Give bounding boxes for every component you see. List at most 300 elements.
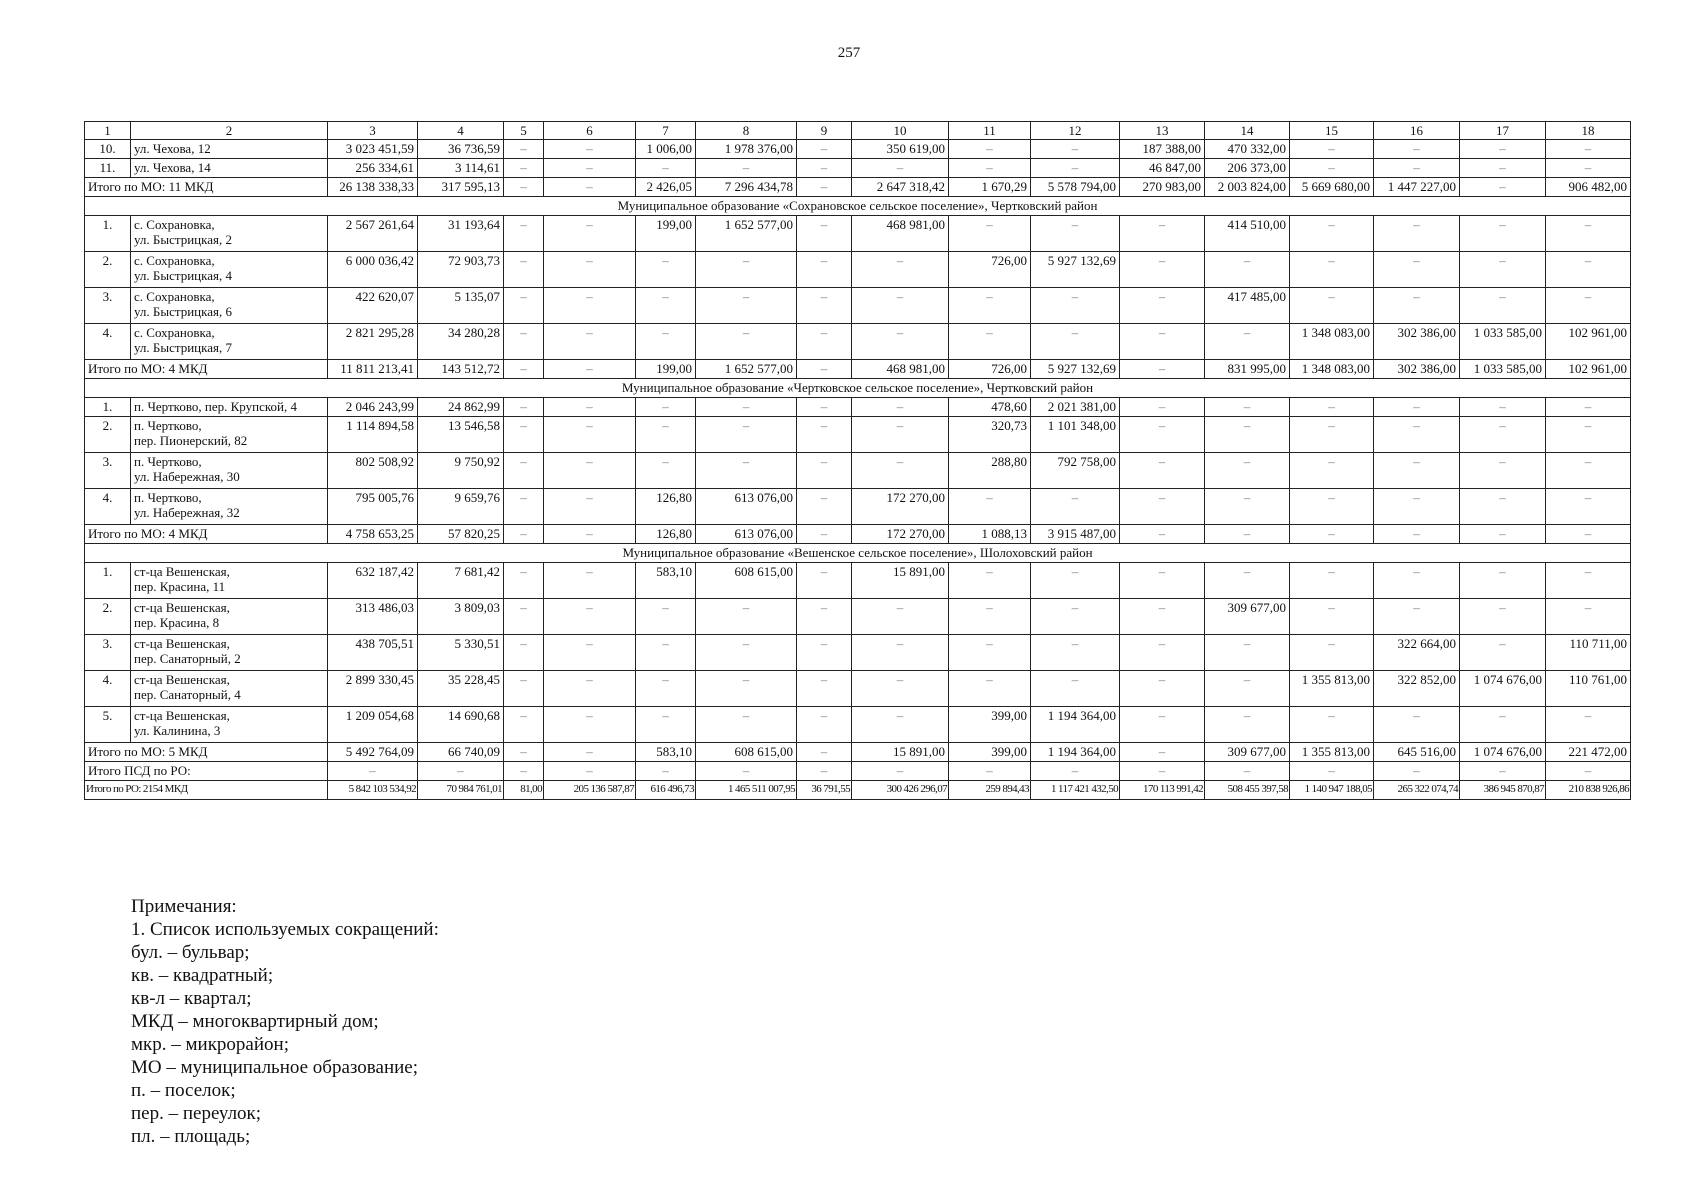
column-number-cell: 10: [852, 122, 949, 140]
value-cell: –: [504, 417, 544, 453]
value-cell: –: [1031, 216, 1120, 252]
value-cell: –: [504, 360, 544, 379]
value-cell: –: [636, 453, 696, 489]
value-cell: 417 485,00: [1205, 288, 1290, 324]
address-line: ул. Быстрицкая, 6: [134, 304, 233, 319]
value-cell: –: [1374, 453, 1460, 489]
value-cell: –: [1290, 489, 1374, 525]
value-cell: 7 681,42: [418, 563, 504, 599]
value-cell: –: [544, 489, 636, 525]
address-cell: [131, 216, 328, 252]
value-cell: 1 194 364,00: [1031, 707, 1120, 743]
value-cell: –: [544, 762, 636, 781]
value-cell: 1 348 083,00: [1290, 360, 1374, 379]
value-cell: 322 852,00: [1374, 671, 1460, 707]
row-number: 5.: [85, 707, 131, 743]
value-cell: –: [949, 159, 1031, 178]
section-header-row: [85, 197, 1631, 216]
value-cell: –: [852, 417, 949, 453]
address-line: ул. Калинина, 3: [134, 723, 221, 738]
value-cell: –: [797, 398, 852, 417]
value-cell: 2 003 824,00: [1205, 178, 1290, 197]
value-cell: 802 508,92: [328, 453, 418, 489]
value-cell: 613 076,00: [696, 525, 797, 544]
value-cell: 5 927 132,69: [1031, 360, 1120, 379]
value-cell: 792 758,00: [1031, 453, 1120, 489]
value-cell: –: [1546, 417, 1631, 453]
value-cell: –: [797, 360, 852, 379]
value-cell: 5 492 764,09: [328, 743, 418, 762]
value-cell: 1 114 894,58: [328, 417, 418, 453]
value-cell: –: [544, 324, 636, 360]
value-cell: –: [797, 324, 852, 360]
value-cell: 46 847,00: [1120, 159, 1205, 178]
total-label: Итого по МО: 4 МКД: [85, 360, 328, 379]
value-cell: –: [1546, 252, 1631, 288]
column-number-cell: 3: [328, 122, 418, 140]
value-cell: 1 465 511 007,95: [696, 781, 797, 800]
value-cell: –: [1031, 599, 1120, 635]
value-cell: –: [696, 762, 797, 781]
address-cell: [131, 489, 328, 525]
value-cell: –: [1546, 762, 1631, 781]
value-cell: 470 332,00: [1205, 140, 1290, 159]
value-cell: –: [504, 324, 544, 360]
section-title: Муниципальное образование «Чертковское сельское поселение», Чертковский район: [85, 379, 1631, 398]
value-cell: –: [949, 671, 1031, 707]
address-cell: [131, 453, 328, 489]
address-line: ул. Быстрицкая, 2: [134, 232, 233, 247]
value-cell: 221 472,00: [1546, 743, 1631, 762]
value-cell: –: [949, 563, 1031, 599]
value-cell: –: [544, 671, 636, 707]
value-cell: 256 334,61: [328, 159, 418, 178]
value-cell: –: [504, 140, 544, 159]
value-cell: –: [797, 671, 852, 707]
value-cell: –: [1546, 489, 1631, 525]
address-line: с. Сохрановка,: [134, 325, 215, 340]
table-body: [85, 122, 1631, 800]
value-cell: –: [504, 599, 544, 635]
value-cell: –: [504, 671, 544, 707]
value-cell: –: [636, 159, 696, 178]
value-cell: –: [1290, 216, 1374, 252]
value-cell: –: [544, 453, 636, 489]
value-cell: 36 736,59: [418, 140, 504, 159]
notes: [131, 895, 439, 1148]
abbreviation-item: пер. – переулок;: [131, 1103, 262, 1124]
address-line: с. Сохрановка,: [134, 289, 215, 304]
value-cell: –: [696, 671, 797, 707]
value-cell: –: [1290, 707, 1374, 743]
value-cell: –: [1120, 216, 1205, 252]
total-row: [85, 525, 1631, 544]
value-cell: –: [1205, 635, 1290, 671]
value-cell: 1 101 348,00: [1031, 417, 1120, 453]
value-cell: 508 455 397,58: [1205, 781, 1290, 800]
value-cell: –: [1120, 563, 1205, 599]
value-cell: 3 809,03: [418, 599, 504, 635]
value-cell: –: [797, 178, 852, 197]
value-cell: –: [852, 288, 949, 324]
value-cell: 5 135,07: [418, 288, 504, 324]
address-line: ул. Быстрицкая, 4: [134, 268, 233, 283]
table-row: [85, 324, 1631, 360]
value-cell: –: [1290, 563, 1374, 599]
abbreviation-item: МО – муниципальное образование;: [131, 1057, 419, 1078]
value-cell: –: [1031, 671, 1120, 707]
value-cell: –: [1120, 635, 1205, 671]
total-label: Итого по МО: 11 МКД: [85, 178, 328, 197]
address-cell: [131, 140, 328, 159]
value-cell: –: [544, 140, 636, 159]
value-cell: –: [504, 398, 544, 417]
value-cell: –: [544, 288, 636, 324]
value-cell: –: [1460, 159, 1546, 178]
value-cell: 265 322 074,74: [1374, 781, 1460, 800]
total-label: Итого по МО: 5 МКД: [85, 743, 328, 762]
value-cell: –: [852, 398, 949, 417]
value-cell: –: [1205, 671, 1290, 707]
value-cell: 172 270,00: [852, 489, 949, 525]
value-cell: 31 193,64: [418, 216, 504, 252]
value-cell: 143 512,72: [418, 360, 504, 379]
row-number: 4.: [85, 671, 131, 707]
value-cell: –: [636, 671, 696, 707]
value-cell: –: [1120, 743, 1205, 762]
value-cell: 9 750,92: [418, 453, 504, 489]
value-cell: 322 664,00: [1374, 635, 1460, 671]
value-cell: 24 862,99: [418, 398, 504, 417]
value-cell: 613 076,00: [696, 489, 797, 525]
row-number: 4.: [85, 324, 131, 360]
value-cell: 468 981,00: [852, 360, 949, 379]
value-cell: –: [1290, 398, 1374, 417]
section-title: Муниципальное образование «Вешенское сельское поселение», Шолоховский район: [85, 544, 1631, 563]
value-cell: –: [797, 762, 852, 781]
value-cell: 288,80: [949, 453, 1031, 489]
value-cell: 11 811 213,41: [328, 360, 418, 379]
table-row: [85, 453, 1631, 489]
value-cell: 3 114,61: [418, 159, 504, 178]
value-cell: –: [636, 417, 696, 453]
value-cell: –: [797, 563, 852, 599]
value-cell: –: [544, 563, 636, 599]
address-line: ст-ца Вешенская,: [134, 600, 230, 615]
value-cell: –: [1546, 707, 1631, 743]
value-cell: –: [797, 288, 852, 324]
value-cell: –: [1120, 525, 1205, 544]
row-number: 2.: [85, 417, 131, 453]
value-cell: 1 088,13: [949, 525, 1031, 544]
value-cell: –: [797, 252, 852, 288]
value-cell: –: [696, 252, 797, 288]
address-line: пер. Пионерский, 82: [134, 433, 248, 448]
table-row: [85, 563, 1631, 599]
value-cell: 309 677,00: [1205, 743, 1290, 762]
address-cell: [131, 398, 328, 417]
value-cell: –: [1460, 563, 1546, 599]
value-cell: 1 033 585,00: [1460, 324, 1546, 360]
value-cell: –: [1205, 398, 1290, 417]
value-cell: –: [1374, 288, 1460, 324]
notes-title: Примечания:: [131, 896, 237, 917]
value-cell: –: [797, 216, 852, 252]
value-cell: –: [544, 216, 636, 252]
value-cell: 2 821 295,28: [328, 324, 418, 360]
value-cell: –: [949, 324, 1031, 360]
value-cell: –: [1205, 324, 1290, 360]
value-cell: 438 705,51: [328, 635, 418, 671]
value-cell: –: [1031, 489, 1120, 525]
value-cell: 320,73: [949, 417, 1031, 453]
value-cell: –: [696, 398, 797, 417]
value-cell: –: [949, 216, 1031, 252]
value-cell: –: [1120, 599, 1205, 635]
value-cell: 1 355 813,00: [1290, 743, 1374, 762]
value-cell: 1 074 676,00: [1460, 743, 1546, 762]
value-cell: 1 355 813,00: [1290, 671, 1374, 707]
value-cell: 616 496,73: [636, 781, 696, 800]
row-number: 3.: [85, 288, 131, 324]
value-cell: –: [1290, 525, 1374, 544]
value-cell: 831 995,00: [1205, 360, 1290, 379]
value-cell: 1 074 676,00: [1460, 671, 1546, 707]
abbreviation-item: кв-л – квартал;: [131, 988, 252, 1009]
value-cell: –: [852, 707, 949, 743]
value-cell: 34 280,28: [418, 324, 504, 360]
address-cell: [131, 252, 328, 288]
value-cell: –: [696, 599, 797, 635]
value-cell: –: [1460, 288, 1546, 324]
value-cell: –: [696, 453, 797, 489]
value-cell: –: [544, 743, 636, 762]
value-cell: 81,00: [504, 781, 544, 800]
address-cell: [131, 671, 328, 707]
section-header-row: [85, 544, 1631, 563]
value-cell: –: [1374, 563, 1460, 599]
value-cell: –: [1205, 707, 1290, 743]
table-row: [85, 140, 1631, 159]
table-row: [85, 671, 1631, 707]
address-line: пер. Красина, 8: [134, 615, 220, 630]
address-cell: [131, 599, 328, 635]
value-cell: 126,80: [636, 489, 696, 525]
address-cell: [131, 324, 328, 360]
value-cell: –: [1031, 635, 1120, 671]
value-cell: 399,00: [949, 707, 1031, 743]
value-cell: 302 386,00: [1374, 324, 1460, 360]
value-cell: –: [1290, 599, 1374, 635]
value-cell: –: [949, 288, 1031, 324]
value-cell: –: [949, 140, 1031, 159]
value-cell: –: [1120, 762, 1205, 781]
address-line: п. Чертково, пер. Крупской, 4: [134, 399, 297, 414]
value-cell: –: [636, 707, 696, 743]
address-cell: [131, 288, 328, 324]
value-cell: 583,10: [636, 563, 696, 599]
address-line: п. Чертково,: [134, 490, 202, 505]
value-cell: 468 981,00: [852, 216, 949, 252]
value-cell: –: [1374, 216, 1460, 252]
value-cell: –: [1546, 288, 1631, 324]
table-row: [85, 288, 1631, 324]
value-cell: –: [1546, 216, 1631, 252]
column-number-cell: 15: [1290, 122, 1374, 140]
value-cell: –: [1546, 453, 1631, 489]
table-row: [85, 635, 1631, 671]
address-line: п. Чертково,: [134, 418, 202, 433]
value-cell: –: [544, 398, 636, 417]
value-cell: –: [1120, 453, 1205, 489]
abbreviations-list: [131, 941, 439, 1148]
address-cell: [131, 707, 328, 743]
table-row: [85, 707, 1631, 743]
value-cell: –: [949, 489, 1031, 525]
value-cell: –: [544, 599, 636, 635]
value-cell: –: [1460, 140, 1546, 159]
value-cell: 608 615,00: [696, 563, 797, 599]
value-cell: –: [1460, 216, 1546, 252]
address-cell: [131, 563, 328, 599]
table-row: [85, 489, 1631, 525]
value-cell: –: [636, 398, 696, 417]
value-cell: –: [696, 159, 797, 178]
value-cell: 1 117 421 432,50: [1031, 781, 1120, 800]
value-cell: –: [1120, 671, 1205, 707]
table-row: [85, 159, 1631, 178]
value-cell: 414 510,00: [1205, 216, 1290, 252]
value-cell: 1 348 083,00: [1290, 324, 1374, 360]
value-cell: –: [1374, 417, 1460, 453]
abbreviation-item: бул. – бульвар;: [131, 942, 250, 963]
value-cell: –: [797, 489, 852, 525]
value-cell: –: [797, 707, 852, 743]
value-cell: 350 619,00: [852, 140, 949, 159]
value-cell: 1 194 364,00: [1031, 743, 1120, 762]
value-cell: –: [852, 453, 949, 489]
value-cell: –: [852, 599, 949, 635]
row-number: 2.: [85, 599, 131, 635]
value-cell: –: [1205, 489, 1290, 525]
row-number: 11.: [85, 159, 131, 178]
value-cell: 72 903,73: [418, 252, 504, 288]
value-cell: –: [1120, 489, 1205, 525]
address-line: пер. Санаторный, 2: [134, 651, 241, 666]
value-cell: –: [636, 599, 696, 635]
value-cell: –: [696, 707, 797, 743]
value-cell: 102 961,00: [1546, 360, 1631, 379]
column-number-cell: 13: [1120, 122, 1205, 140]
table-row: [85, 417, 1631, 453]
value-cell: –: [1120, 324, 1205, 360]
value-cell: –: [1120, 707, 1205, 743]
value-cell: 645 516,00: [1374, 743, 1460, 762]
value-cell: 110 761,00: [1546, 671, 1631, 707]
address-line: п. Чертково,: [134, 454, 202, 469]
value-cell: 1 209 054,68: [328, 707, 418, 743]
value-cell: 199,00: [636, 216, 696, 252]
value-cell: –: [1120, 398, 1205, 417]
column-number-cell: 12: [1031, 122, 1120, 140]
value-cell: –: [544, 525, 636, 544]
abbreviation-item: п. – поселок;: [131, 1080, 236, 1101]
value-cell: 187 388,00: [1120, 140, 1205, 159]
value-cell: 1 033 585,00: [1460, 360, 1546, 379]
address-line: с. Сохрановка,: [134, 253, 215, 268]
value-cell: –: [1290, 140, 1374, 159]
value-cell: 1 652 577,00: [696, 360, 797, 379]
total-row: [85, 178, 1631, 197]
row-number: 3.: [85, 453, 131, 489]
value-cell: 66 740,09: [418, 743, 504, 762]
value-cell: –: [696, 324, 797, 360]
value-cell: 26 138 338,33: [328, 178, 418, 197]
address-line: пер. Красина, 11: [134, 579, 226, 594]
value-cell: 110 711,00: [1546, 635, 1631, 671]
value-cell: –: [1120, 288, 1205, 324]
value-cell: –: [1546, 159, 1631, 178]
value-cell: 126,80: [636, 525, 696, 544]
column-number-cell: 8: [696, 122, 797, 140]
capital-repair-table: [84, 121, 1631, 800]
column-number-cell: 7: [636, 122, 696, 140]
value-cell: –: [636, 762, 696, 781]
value-cell: 726,00: [949, 252, 1031, 288]
value-cell: 1 006,00: [636, 140, 696, 159]
value-cell: –: [328, 762, 418, 781]
row-number: 1.: [85, 216, 131, 252]
value-cell: 399,00: [949, 743, 1031, 762]
value-cell: –: [636, 324, 696, 360]
column-number-cell: 5: [504, 122, 544, 140]
value-cell: –: [504, 743, 544, 762]
value-cell: 608 615,00: [696, 743, 797, 762]
value-cell: –: [1374, 707, 1460, 743]
value-cell: 102 961,00: [1546, 324, 1631, 360]
value-cell: 70 984 761,01: [418, 781, 504, 800]
value-cell: 1 670,29: [949, 178, 1031, 197]
value-cell: 57 820,25: [418, 525, 504, 544]
value-cell: 1 652 577,00: [696, 216, 797, 252]
column-number-cell: 9: [797, 122, 852, 140]
value-cell: 2 899 330,45: [328, 671, 418, 707]
value-cell: –: [852, 671, 949, 707]
value-cell: 172 270,00: [852, 525, 949, 544]
value-cell: –: [797, 743, 852, 762]
value-cell: –: [1205, 762, 1290, 781]
value-cell: –: [1290, 635, 1374, 671]
value-cell: 14 690,68: [418, 707, 504, 743]
value-cell: 15 891,00: [852, 563, 949, 599]
value-cell: –: [1374, 525, 1460, 544]
table-row: [85, 599, 1631, 635]
value-cell: 2 021 381,00: [1031, 398, 1120, 417]
total-row: [85, 762, 1631, 781]
value-cell: –: [1120, 360, 1205, 379]
column-number-cell: 16: [1374, 122, 1460, 140]
value-cell: –: [1031, 324, 1120, 360]
row-number: 1.: [85, 398, 131, 417]
value-cell: –: [1460, 417, 1546, 453]
value-cell: 2 426,05: [636, 178, 696, 197]
value-cell: 1 978 376,00: [696, 140, 797, 159]
value-cell: –: [636, 635, 696, 671]
total-label: Итого ПСД по РО:: [85, 762, 328, 781]
total-label: Итого по МО: 4 МКД: [85, 525, 328, 544]
value-cell: –: [1374, 140, 1460, 159]
value-cell: –: [1460, 252, 1546, 288]
